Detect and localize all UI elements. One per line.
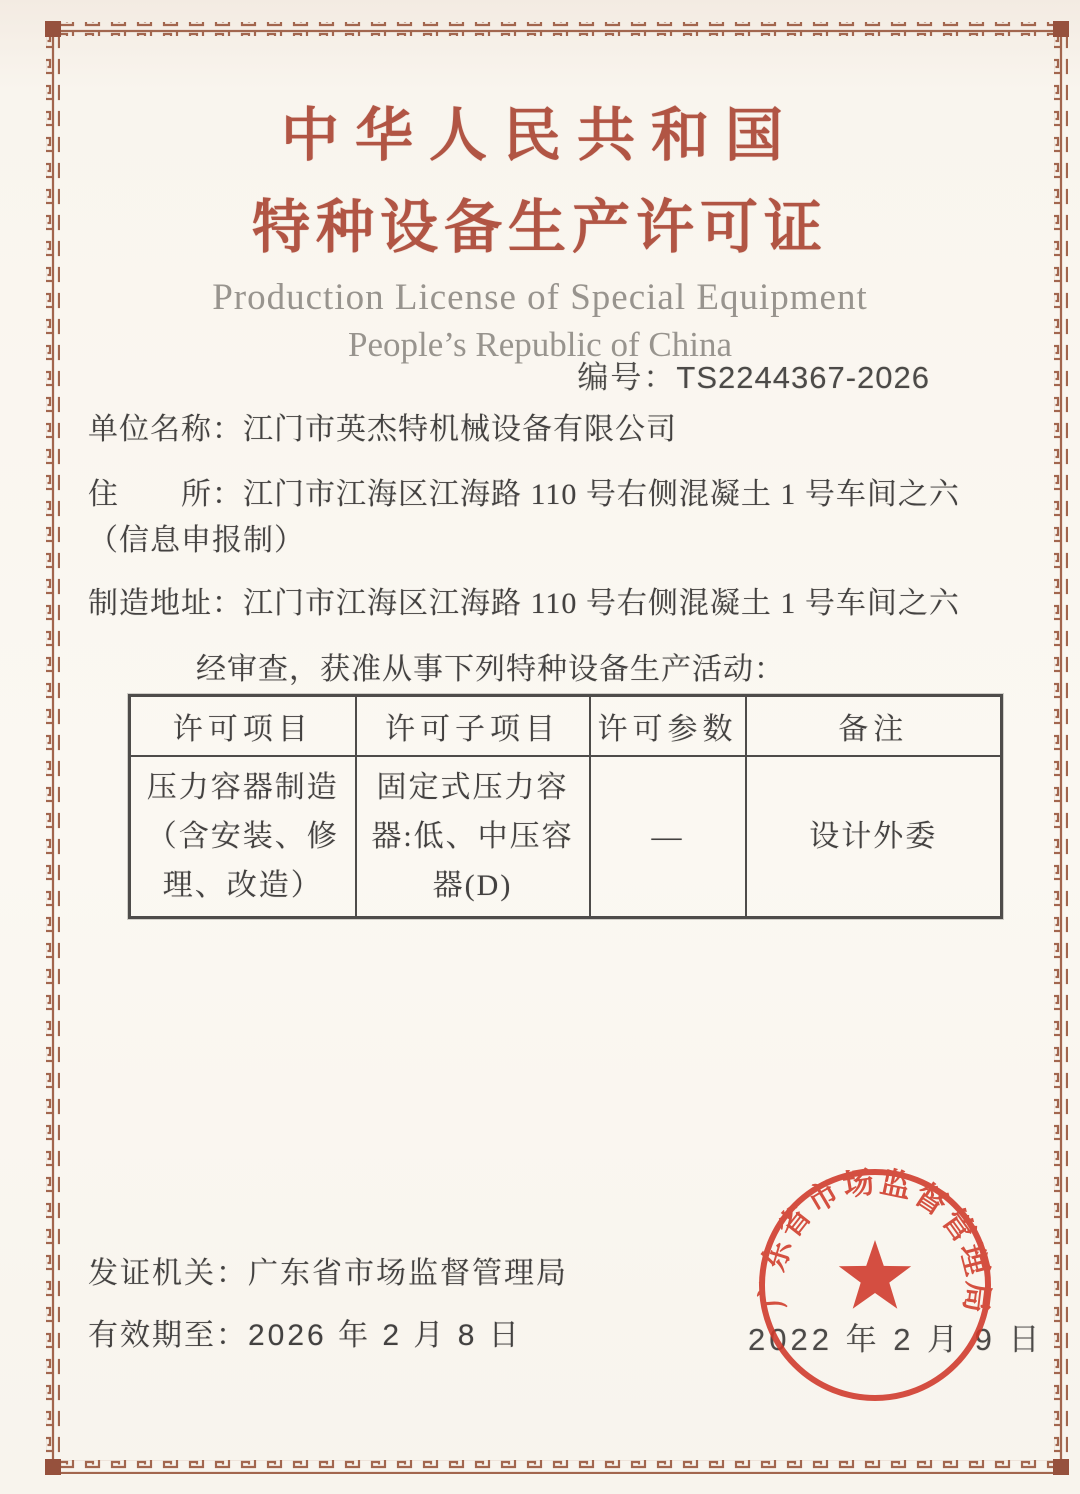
table-header-license-subitem: 许可子项目 <box>356 696 590 757</box>
residence-label: 住 所： <box>88 478 243 511</box>
table-cell-license-subitem: 固定式压力容器:低、中压容器(D) <box>356 756 590 918</box>
license-number-line <box>577 352 930 397</box>
license-table <box>128 694 1003 919</box>
seal-arc-text: 广东省市场监督管理局 <box>754 1163 997 1315</box>
title-en-line2: People’s Republic of China <box>348 325 732 364</box>
validity-line <box>88 1310 522 1354</box>
issue-date: 2022 年 2 月 9 日 <box>748 1322 1044 1357</box>
table-header-remarks: 备注 <box>746 696 1002 757</box>
company-name-label: 单位名称： <box>88 413 243 446</box>
field-company-name <box>88 404 677 448</box>
residence-value: 江门市江海区江海路 110 号右侧混凝土 1 号车间之六（信息申报制） <box>88 478 960 557</box>
table-row <box>130 756 1002 918</box>
company-name-value: 江门市英杰特机械设备有限公司 <box>243 413 677 446</box>
table-header-license-item: 许可项目 <box>130 696 356 757</box>
title-cn-line2: 特种设备生产许可证 <box>251 195 828 260</box>
issuing-authority-value: 广东省市场监督管理局 <box>248 1257 568 1290</box>
title-block <box>0 88 1080 365</box>
table-header-row <box>130 696 1002 757</box>
seal-star-icon <box>839 1240 911 1309</box>
manufacturing-address-label: 制造地址： <box>88 587 243 620</box>
issuing-authority-label: 发证机关： <box>88 1257 248 1290</box>
table-cell-license-item: 压力容器制造（含安装、修理、改造） <box>130 756 356 918</box>
license-number-label: 编号： <box>577 360 677 395</box>
title-en-line1: Production License of Special Equipment <box>212 277 868 318</box>
table-header-license-parameter: 许可参数 <box>590 696 746 757</box>
field-manufacturing-address <box>88 578 960 622</box>
table-cell-remarks: 设计外委 <box>746 756 1002 918</box>
validity-label: 有效期至： <box>88 1319 248 1352</box>
license-number-value: TS2244367-2026 <box>676 360 930 395</box>
field-residence <box>88 472 1003 564</box>
official-seal <box>752 1162 998 1408</box>
issuing-authority-line <box>88 1248 568 1292</box>
validity-date: 2026 年 2 月 8 日 <box>248 1319 522 1352</box>
manufacturing-address-value: 江门市江海区江海路 110 号右侧混凝土 1 号车间之六 <box>243 587 960 620</box>
title-cn-line1: 中华人民共和国 <box>280 103 799 168</box>
table-cell-license-parameter: — <box>590 756 746 918</box>
approval-statement: 经审查，获准从事下列特种设备生产活动： <box>196 653 785 686</box>
